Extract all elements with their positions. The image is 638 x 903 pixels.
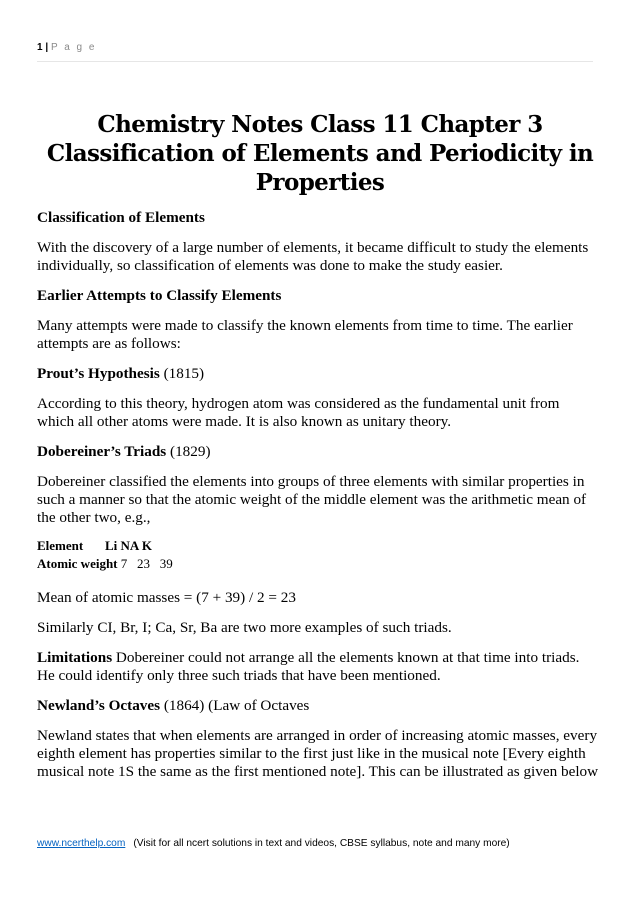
prout-title: Prout’s Hypothesis: [37, 365, 160, 382]
para-limitations: [37, 649, 599, 685]
dobereiner-title: Dobereiner’s Triads: [37, 443, 167, 460]
para-dobereiner: Dobereiner classified the elements into groups of three elements with similar properties in such a manner so that the atomic weight of the middle element was the arithmetic mean of the other two, e.g.,: [37, 473, 587, 526]
heading-classification: Classification of Elements: [37, 209, 205, 226]
title-line-2: Classification of Elements and Periodicity in: [46, 140, 594, 167]
newland-year: (1864) (Law of Octaves: [160, 697, 310, 714]
weight-values: 7 23 39: [117, 556, 173, 571]
weight-label: Atomic weight: [37, 556, 118, 571]
para-earlier-attempts: Many attempts were made to classify the known elements from time to time. The earlier attempts are as follows:: [37, 317, 573, 352]
element-label: Element: [37, 538, 84, 553]
footer-note: (Visit for all ncert solutions in text and videos, CBSE syllabus, note and many more): [133, 838, 510, 849]
heading-newland: [37, 697, 599, 715]
document-body: [37, 209, 599, 793]
para-newland: Newland states that when elements are arranged in order of increasing atomic masses, every eighth element has properties similar to the first just like in the musical note [Every eighth musical note 1S the same as the first mentioned note]. This can be illustrated as given below: [37, 727, 599, 780]
page-separator: |: [45, 42, 49, 53]
para-similar: Similarly CI, Br, I; Ca, Sr, Ba are two more examples of such triads.: [37, 619, 452, 636]
footer-website-link[interactable]: www.ncerthelp.com: [37, 838, 126, 849]
para-prout: According to this theory, hydrogen atom was considered as the fundamental unit from which all other atoms were made. It is also known as unitary theory.: [37, 395, 560, 430]
element-values: Li NA K: [105, 538, 152, 553]
para-mean: Mean of atomic masses = (7 + 39) / 2 = 23: [37, 589, 296, 606]
triad-table: [37, 537, 599, 573]
title-line-1: Chemistry Notes Class 11 Chapter 3: [97, 111, 543, 138]
prout-year: (1815): [159, 365, 205, 382]
page-footer: [37, 838, 510, 849]
document-title: [30, 110, 610, 197]
dobereiner-year: (1829): [166, 443, 211, 460]
triad-row-element: [37, 537, 599, 555]
heading-prout: [37, 365, 599, 383]
heading-dobereiner: [37, 443, 599, 461]
limitations-text: Dobereiner could not arrange all the elements known at that time into triads. He could identify only three such triads that have been mentioned.: [37, 649, 580, 684]
page-number: 1: [37, 42, 43, 53]
page-label: P a g e: [50, 42, 97, 53]
page-header: [37, 42, 593, 62]
limitations-label: Limitations: [37, 649, 113, 666]
heading-earlier-attempts: Earlier Attempts to Classify Elements: [37, 287, 282, 304]
newland-title: Newland’s Octaves: [37, 697, 161, 714]
para-classification: With the discovery of a large number of elements, it became difficult to study the elements individually, so classification of elements was done to make the study easier.: [37, 239, 589, 274]
triad-row-weight: [37, 555, 599, 573]
title-line-3: Properties: [255, 169, 385, 196]
